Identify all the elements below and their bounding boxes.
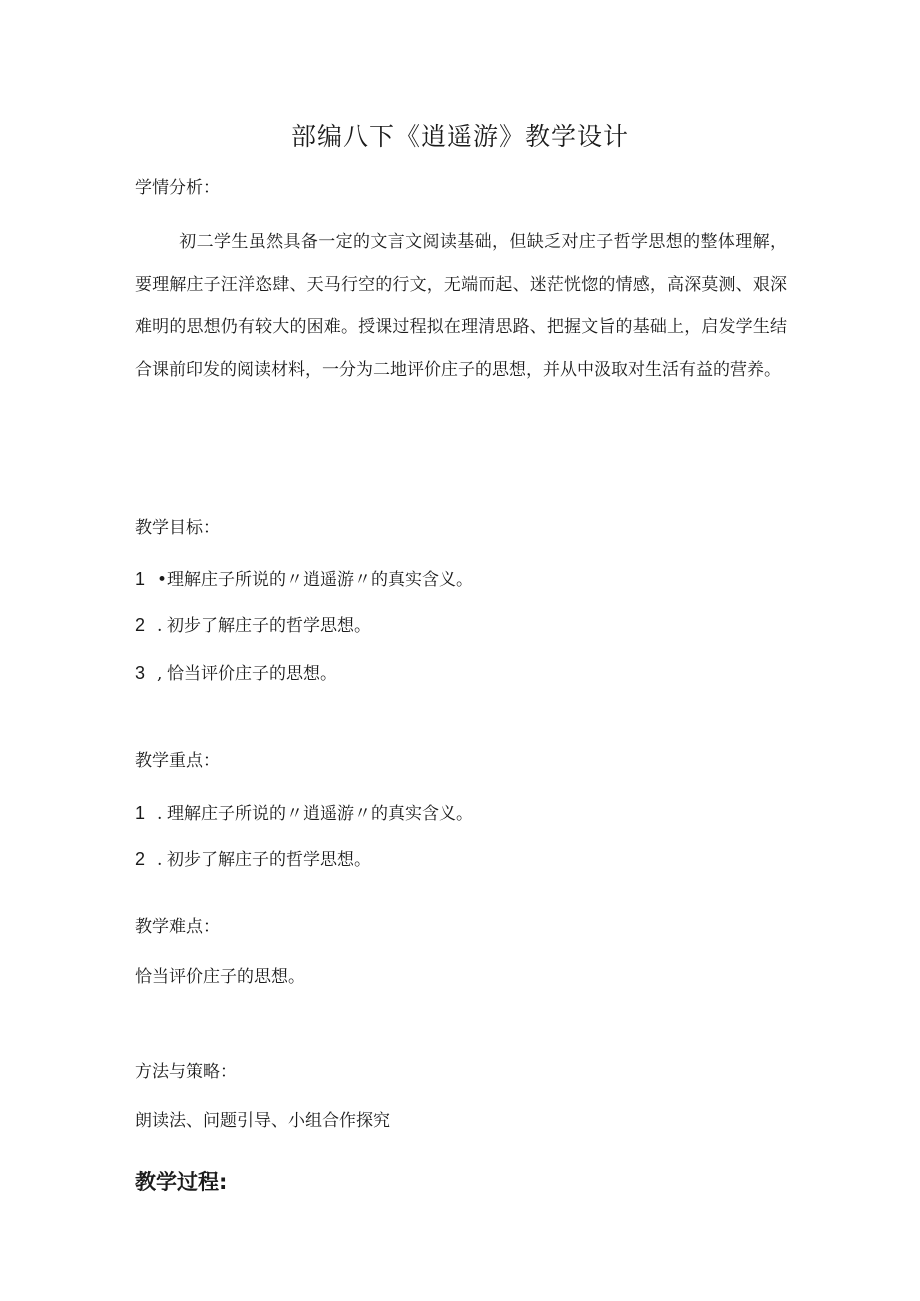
methods-text: 朗读法、问题引导、小组合作探究 [135,1111,390,1131]
key-points-heading: 教学重点： [135,751,220,771]
goal-number: 3 [135,663,146,683]
methods-heading: 方法与策略： [135,1062,237,1082]
key-point-number: 2 [135,849,146,869]
goal-item [135,566,473,593]
goal-separator: . [157,616,163,636]
key-point-separator: . [157,804,163,824]
key-point-item [135,800,473,827]
goal-item [135,612,371,639]
goal-number: 2 [135,615,146,635]
goal-separator: , [157,664,163,684]
process-heading: 教学过程: [135,1170,228,1194]
key-point-item [135,846,371,873]
analysis-heading: 学情分析： [135,178,220,198]
goal-text: 初步了解庄子的哲学思想。 [167,616,371,636]
key-point-text: 理解庄子所说的〃逍遥游〃的真实含义。 [167,804,473,824]
key-point-number: 1 [135,803,146,823]
document-title: 部编八下《逍遥游》教学设计 [290,122,629,151]
goal-text: 恰当评价庄子的思想。 [167,664,337,684]
difficulty-heading: 教学难点： [135,917,220,937]
goal-item [135,660,337,687]
difficulty-text: 恰当评价庄子的思想。 [135,967,305,987]
analysis-paragraph: 初二学生虽然具备一定的文言文阅读基础，但缺乏对庄子哲学思想的整体理解，要理解庄子汪洋恣肆、天马行空的行文，无端而起、迷茫恍惚的情感，高深莫测、艰深难明的思想仍有较大的困难。授课过程拟在理清思路、把握文旨的基础上，启发学生结合课前印发的阅读材料，一分为二地评价庄子的思想，并从中汲取对生活有益的营养。 [135,232,787,380]
goal-separator: • [157,570,168,590]
goal-number: 1 [135,569,146,589]
goal-text: 理解庄子所说的〃逍遥游〃的真实含义。 [167,570,473,590]
goals-heading: 教学目标： [135,518,220,538]
key-point-text: 初步了解庄子的哲学思想。 [167,850,371,870]
key-point-separator: . [157,850,163,870]
